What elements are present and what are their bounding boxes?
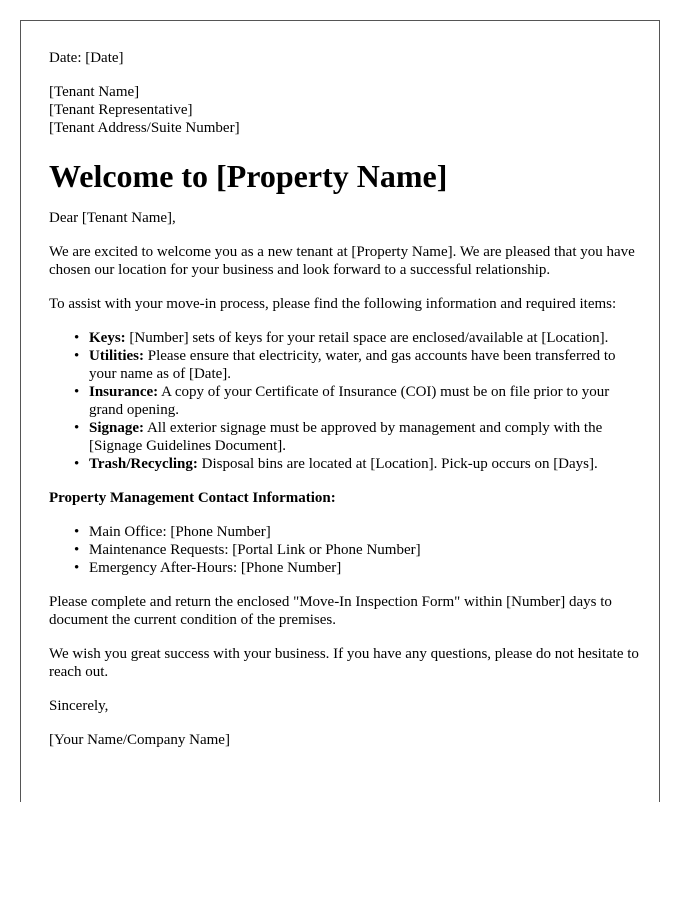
bullet-icon: • bbox=[74, 542, 80, 558]
item-label: Insurance: bbox=[89, 384, 159, 400]
list-item bbox=[74, 559, 639, 577]
contact-item: Emergency After-Hours: [Phone Number] bbox=[89, 560, 342, 576]
move-in-intro: To assist with your move-in process, please find the following information and required items: bbox=[49, 296, 617, 312]
list-item bbox=[74, 329, 639, 347]
letter-date: Date: [Date] bbox=[49, 50, 124, 66]
letter-heading: Welcome to [Property Name] bbox=[49, 158, 448, 194]
item-label: Keys: bbox=[89, 330, 126, 346]
signoff: Sincerely, bbox=[49, 698, 109, 714]
signature: [Your Name/Company Name] bbox=[49, 732, 230, 748]
list-item bbox=[74, 383, 639, 419]
letter-body bbox=[49, 49, 639, 765]
item-text: A copy of your Certificate of Insurance (COI) must be on file prior to your grand opening. bbox=[89, 384, 610, 418]
item-label: Signage: bbox=[89, 420, 145, 436]
item-text: All exterior signage must be approved by management and comply with the [Signage Guidelines Document]. bbox=[89, 420, 603, 454]
contact-section-title: Property Management Contact Information: bbox=[49, 490, 336, 506]
list-item bbox=[74, 541, 639, 559]
letter-page bbox=[20, 20, 660, 802]
contact-list bbox=[49, 523, 639, 577]
item-text: Disposal bins are located at [Location]. Pick-up occurs on [Days]. bbox=[197, 456, 598, 472]
item-text: Please ensure that electricity, water, and gas accounts have been transferred to your name as of [Date]. bbox=[89, 348, 616, 382]
bullet-icon: • bbox=[74, 456, 80, 472]
bullet-icon: • bbox=[74, 420, 80, 436]
item-label: Utilities: bbox=[89, 348, 144, 364]
closing-paragraph: We wish you great success with your business. If you have any questions, please do not hesitate to reach out. bbox=[49, 646, 639, 680]
bullet-icon: • bbox=[74, 524, 80, 540]
bullet-icon: • bbox=[74, 384, 80, 400]
bullet-icon: • bbox=[74, 560, 80, 576]
item-text: [Number] sets of keys for your retail space are enclosed/available at [Location]. bbox=[125, 330, 609, 346]
list-item bbox=[74, 523, 639, 541]
bullet-icon: • bbox=[74, 330, 80, 346]
intro-paragraph: We are excited to welcome you as a new tenant at [Property Name]. We are pleased that you have chosen our location for your business and look forward to a successful relationship. bbox=[49, 244, 635, 278]
bullet-icon: • bbox=[74, 348, 80, 364]
list-item bbox=[74, 347, 639, 383]
tenant-address: [Tenant Address/Suite Number] bbox=[49, 120, 240, 136]
contact-item: Maintenance Requests: [Portal Link or Phone Number] bbox=[89, 542, 421, 558]
contact-item: Main Office: [Phone Number] bbox=[89, 524, 271, 540]
tenant-representative: [Tenant Representative] bbox=[49, 102, 193, 118]
salutation: Dear [Tenant Name], bbox=[49, 210, 176, 226]
item-label: Trash/Recycling: bbox=[89, 456, 198, 472]
tenant-name: [Tenant Name] bbox=[49, 84, 140, 100]
list-item bbox=[74, 419, 639, 455]
inspection-paragraph: Please complete and return the enclosed "Move-In Inspection Form" within [Number] days to document the current condition of the premises. bbox=[49, 594, 612, 628]
move-in-items-list bbox=[49, 329, 639, 473]
list-item bbox=[74, 455, 639, 473]
